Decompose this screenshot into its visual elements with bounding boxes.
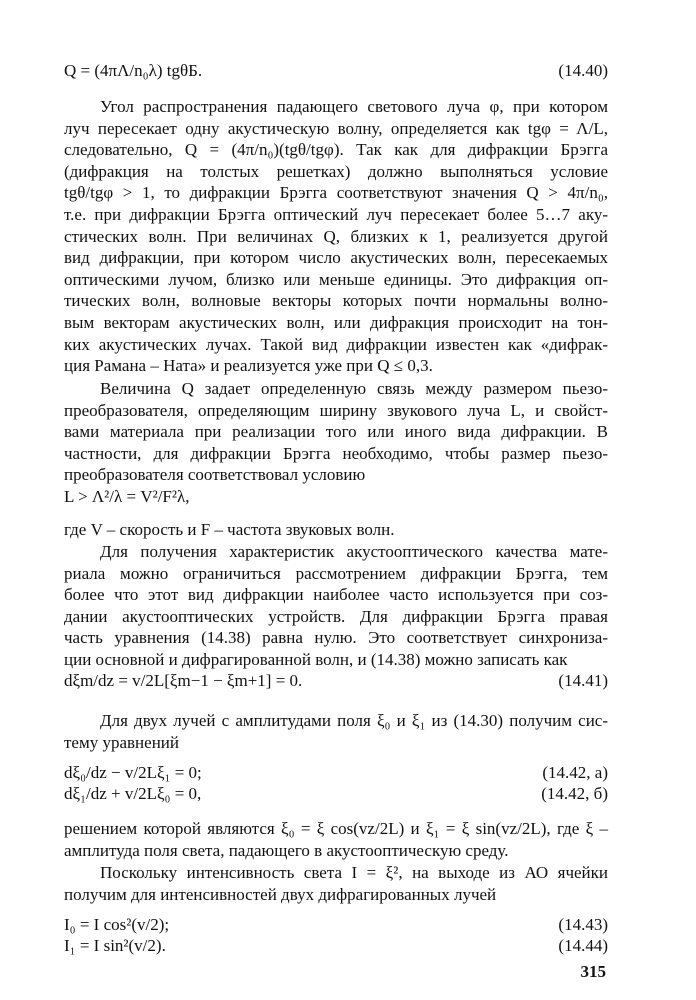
text-line: tgθ/tgφ > 1, то дифракции Брэгга соответствуют значения Q > 4π/n₀, [64,183,608,203]
text-line: Для получения характеристик акустооптического качества мате- [100,542,608,561]
paragraph-where [64,519,608,541]
page-number: 315 [580,962,606,981]
equation-14-40 [64,60,608,82]
text-line: ких акустических лучах. Такой вид дифракции известен как «дифрак- [64,334,608,354]
text-line: тему уравнений [64,732,179,752]
text-line: преобразователя, определяющим ширину звукового луча L, и свойст- [64,400,608,420]
text-line: амплитуда поля света, падающего в акустооптическую среду. [64,840,509,860]
equation-text: dξ₁/dz + v/2Lξ₀ = 0, [64,784,202,803]
paragraph-q-value [64,378,608,486]
equation-number: (14.40) [558,61,608,80]
equation-transducer-condition [64,486,608,508]
text-line: Поскольку интенсивность света I = ξ², на выходе из АО ячейки [100,863,608,882]
text-line: преобразователя соответствовал условию [64,465,366,485]
equation-number: (14.41) [558,671,608,690]
paragraph-intensity [64,862,608,905]
text-line: частности, для дифракции Брэгга необходимо, чтобы размер пьезо- [64,443,608,463]
equation-text: I₀ = I cos²(v/2); [64,915,170,934]
equation-text: I₁ = I sin²(v/2). [64,936,166,955]
equation-14-42b [64,783,608,805]
text-line: ция Рамана – Ната» и реализуется уже при Q ≤ 0,3. [64,356,433,376]
text-line: тических волн, волновые векторы которых почти нормальны волно- [64,291,608,311]
text-line: получим для интенсивностей двух дифрагированных лучей [64,884,497,904]
paragraph-two-beams [64,710,608,753]
equation-text: Q = (4πΛ/n₀λ) tgθБ. [64,61,203,80]
text-line: оптическими лучом, близко или меньше единицы. Это дифракция оп- [64,269,608,289]
text-line: стических волн. При величинах Q, близких к 1, реализуется другой [64,226,608,246]
text-line: более что этот вид дифракции наиболее часто используется при соз- [64,585,608,605]
text-line: вами материала при реализации того или иного вида дифракции. В [64,422,608,442]
equation-number: (14.42, б) [541,784,608,803]
text-line: дании акустооптических устройств. Для дифракции Брэгга правая [64,606,608,626]
text-line: риала можно ограничиться рассмотрением дифракции Брэгга, тем [64,563,608,583]
text-line: часть уравнения (14.38) равна нулю. Это соответствует синхрониза- [64,628,608,648]
text-line: Величина Q задает определенную связь между размером пьезо- [100,379,608,398]
equation-number: (14.44) [558,936,608,955]
equation-14-44 [64,935,608,957]
equation-text: L > Λ²/λ = V²/F²λ, [64,487,190,506]
text-line: (дифракция на толстых решетках) должно выполняться условие [64,161,608,181]
equation-number: (14.42, а) [542,763,608,782]
equation-number: (14.43) [558,915,608,934]
equation-text: dξ₀/dz − v/2Lξ₁ = 0; [64,763,202,782]
paragraph-solution [64,818,608,861]
text-line: луч пересекает одну акустическую волну, определяется как tgφ = Λ/L, [64,118,608,138]
equation-14-43 [64,914,608,936]
text-line: ции основной и дифрагированной волн, и (14.38) можно записать как [64,649,568,669]
text-line: следовательно, Q = (4π/n₀)(tgθ/tgφ). Так как для дифракции Брэгга [64,140,608,160]
text-line: где V – скорость и F – частота звуковых волн. [64,520,395,539]
text-line: вым векторам акустических волн, или дифракция происходит на тон- [64,312,608,332]
equation-text: dξm/dz = v/2L[ξm−1 − ξm+1] = 0. [64,671,303,690]
text-line: Для двух лучей с амплитудами поля ξ₀ и ξ₁ из (14.30) получим сис- [100,711,608,730]
paragraph-acoustooptic-quality [64,541,608,671]
text-line: решением которой являются ξ₀ = ξ cos(vz/2L) и ξ₁ = ξ sin(vz/2L), где ξ – [64,819,608,838]
paragraph-bragg-condition [64,96,608,377]
equation-14-41 [64,670,608,692]
text-line: вид дифракции, при котором число акустических волн, пересекаемых [64,248,608,268]
text-line: т.е. при дифракции Брэгга оптический луч пересекает более 5…7 аку- [64,204,608,224]
equation-14-42a [64,762,608,784]
text-line: Угол распространения падающего светового луча φ, при котором [100,97,608,116]
